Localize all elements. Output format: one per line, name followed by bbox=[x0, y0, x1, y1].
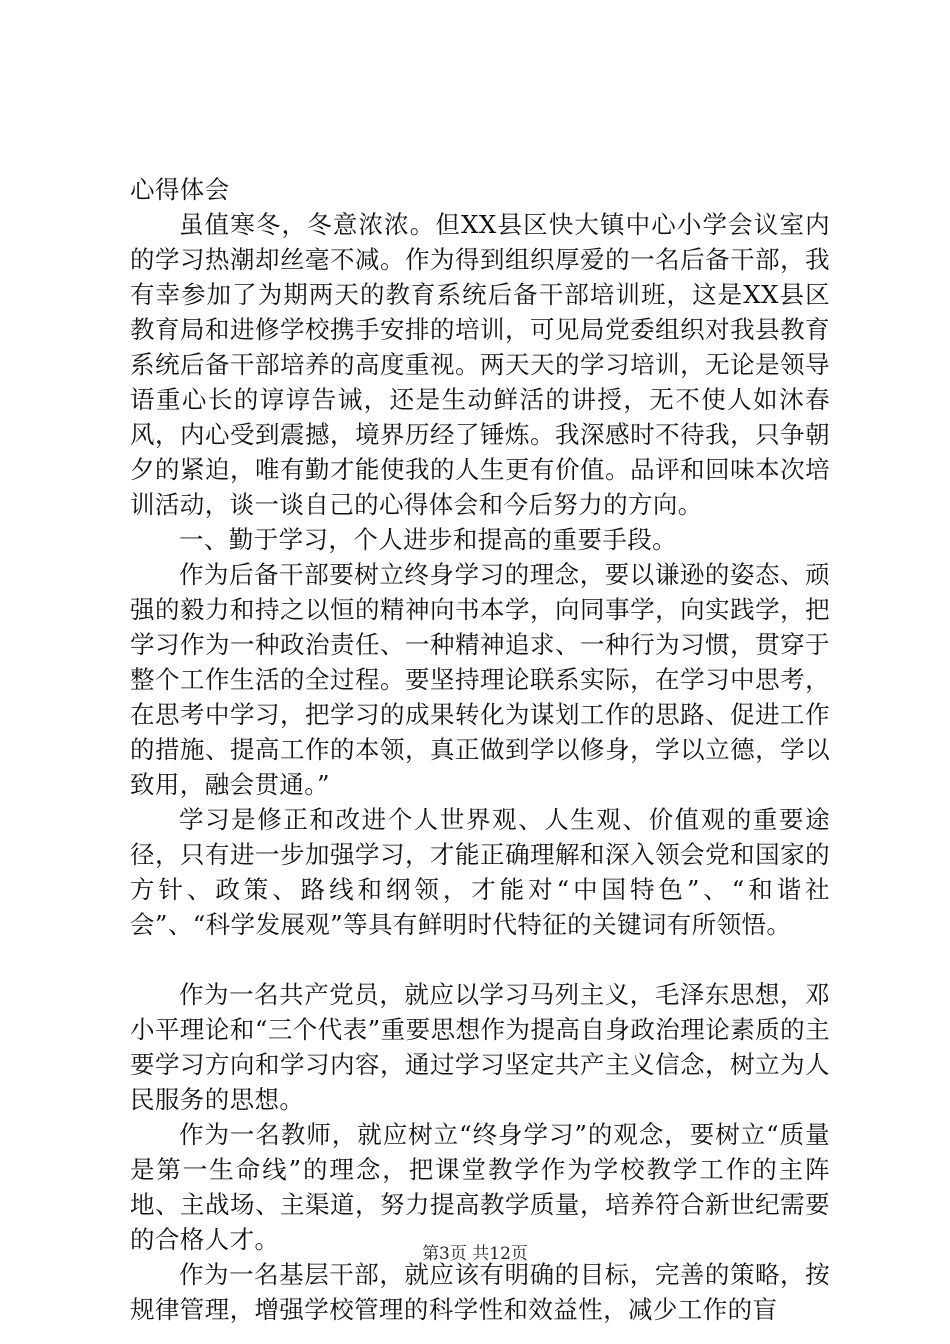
document-title: 心得体会 bbox=[130, 175, 230, 204]
paragraph-lifelong-learning: 作为后备干部要树立终身学习的理念，要以谦逊的姿态、顽强的毅力和持之以恒的精神向书本学，向同事学，向实践学，把学习作为一种政治责任、一种精神追求、一种行为习惯，贯穿于整个工作生活的全过程。要坚持理论联系实际，在学习中思考，在思考中学习，把学习的成果转化为谋划工作的思路、促进工作的措施、提高工作的本领，真正做到学以修身，学以立德，学以致用，融会贯通。” bbox=[130, 560, 830, 799]
paragraph-learning-worldview: 学习是修正和改进个人世界观、人生观、价值观的重要途径，只有进一步加强学习，才能正确理解和深入领会党和国家的方针、政策、路线和纲领，才能对“中国特色”、“和谐社会”、“科学发展观”等具有鲜明时代特征的关键词有所领悟。 bbox=[130, 805, 830, 939]
document-body bbox=[130, 172, 830, 1327]
section-heading-1: 一、勤于学习，个人进步和提高的重要手段。 bbox=[179, 525, 677, 554]
paragraph-party-member: 作为一名共产党员，就应以学习马列主义，毛泽东思想，邓小平理论和“三个代表”重要思想作为提高自身政治理论素质的主要学习方向和学习内容，通过学习坚定共产主义信念，树立为人民服务的思想。 bbox=[130, 980, 830, 1114]
paragraph-grassroots-cadre: 作为一名基层干部，就应该有明确的目标，完善的策略，按规律管理，增强学校管理的科学性和效益性，减少工作的盲 bbox=[130, 1260, 830, 1324]
paragraph-intro: 虽值寒冬，冬意浓浓。但XX县区快大镇中心小学会议室内的学习热潮却丝毫不减。作为得到组织厚爱的一名后备干部，我有幸参加了为期两天的教育系统后备干部培训班，这是XX县区教育局和进修学校携手安排的培训，可见局党委组织对我县教育系统后备干部培养的高度重视。两天天的学习培训，无论是领导语重心长的谆谆告诫，还是生动鲜活的讲授，无不使人如沐春风，内心受到震撼，境界历经了锤炼。我深感时不待我，只争朝夕的紧迫，唯有勤才能使我的人生更有价值。品评和回味本次培训活动，谈一谈自己的心得体会和今后努力的方向。 bbox=[130, 210, 830, 519]
page-number-footer: 第3页 共12页 bbox=[422, 1244, 528, 1264]
paragraph-teacher: 作为一名教师，就应树立“终身学习”的观念，要树立“质量是第一生命线”的理念，把课堂教学作为学校教学工作的主阵地、主战场、主渠道，努力提高教学质量，培养符合新世纪需要的合格人才。 bbox=[130, 1120, 830, 1254]
